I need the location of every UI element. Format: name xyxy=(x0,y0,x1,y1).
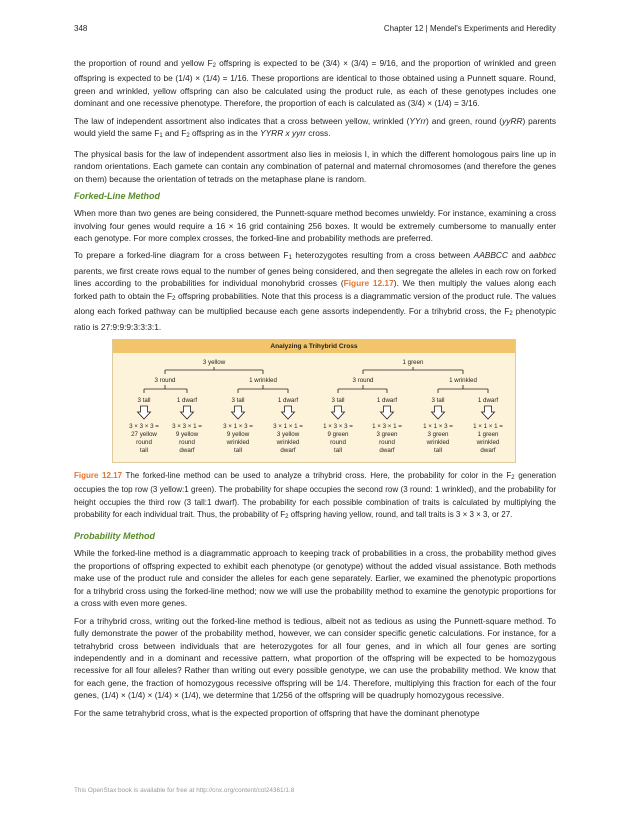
shape-label: 1 wrinkled xyxy=(449,377,477,385)
result-count: 1 green xyxy=(477,431,499,439)
result-height: dwarf xyxy=(480,447,496,455)
result-product: 1 × 1 × 1 = xyxy=(473,423,503,431)
paragraph-forked-diagram: To prepare a forked-line diagram for a cross between F1 heterozygotes resulting from a cross between AABBCC and aabbcc parents, we first create rows equal to the number of genes being considered, and then segregate the alleles in each row on forked lines according to the probabilities for individual monohybrid crosses (Figure 12.17). We then multiply the values along each forked path to obtain the F2 offspring probabilities. Note that this process is a diagrammatic version of the product rule. The values along each forked pathway can be multiplied because each gene assorts independently. For a trihybrid cross, the F2 phenotypic ratio is 27:9:9:9:3:3:3:1. xyxy=(74,250,557,332)
height-label: 3 tall xyxy=(431,397,445,405)
down-arrow-icon xyxy=(282,406,295,419)
paragraph-probability-method: While the forked-line method is a diagrammatic approach to keeping track of probabilities in a cross, the probability method gives the proportions of offspring expected to exhibit each phenotype (or genotype) without the added visual assistance. Both methods make use of the product rule and consider the alleles for each gene separately. Earlier, we examined the phenotypic proportions for a trihybrid cross using the forked-line method; now we will use the probability method to examine the genotypic proportions for a cross with even more genes. xyxy=(74,548,556,609)
result-shape: wrinkled xyxy=(226,439,250,447)
down-arrow-icon xyxy=(432,406,445,419)
figure-title: Analyzing a Trihybrid Cross xyxy=(113,340,515,353)
result-shape: wrinkled xyxy=(426,439,450,447)
color-label: 3 yellow xyxy=(202,359,226,367)
result-shape: wrinkled xyxy=(276,439,300,447)
figure-link[interactable]: Figure 12.17 xyxy=(343,278,394,289)
paragraph-product-rule: the proportion of round and yellow F2 offspring is expected to be (3/4) × (3/4) = 9/16, and the proportion of wrinkled and green offspring is expected to be (1/4) × (1/4) = 1/16. These proportions are identical to those obtained using a Punnett square. Round, green and wrinkled, yellow offspring can also be calculated using the product rule, as each of these genotypes includes one dominant and one recessive phenotype. Therefore, the proportion of each is calculated as (3/4) × (1/4) = 3/16. xyxy=(74,58,556,109)
result-product: 3 × 1 × 3 = xyxy=(223,423,253,431)
height-label: 1 dwarf xyxy=(277,397,299,405)
result-product: 3 × 1 × 1 = xyxy=(273,423,303,431)
page-content xyxy=(74,57,556,724)
result-product: 1 × 1 × 3 = xyxy=(423,423,453,431)
height-label: 3 tall xyxy=(137,397,151,405)
result-count: 3 green xyxy=(427,431,449,439)
result-product: 3 × 3 × 3 = xyxy=(129,423,159,431)
caption-label: Figure 12.17 xyxy=(74,471,123,481)
result-count: 9 yellow xyxy=(175,431,199,439)
result-height: tall xyxy=(140,447,148,455)
chapter-header: Chapter 12 | Mendel's Experiments and Heredity xyxy=(383,24,556,33)
page-number: 348 xyxy=(74,24,88,33)
height-label: 1 dwarf xyxy=(477,397,499,405)
heading-probability: Probability Method xyxy=(74,531,155,542)
result-shape: round xyxy=(136,439,152,447)
down-arrow-icon xyxy=(181,406,194,419)
result-product: 1 × 3 × 3 = xyxy=(323,423,353,431)
result-count: 9 green xyxy=(327,431,349,439)
result-count: 3 yellow xyxy=(276,431,300,439)
heading-forked-line: Forked-Line Method xyxy=(74,191,160,202)
figure-caption: Figure 12.17 The forked-line method can be used to analyze a trihybrid cross. Here, the probability for color in the F2 generation occupies the top row (3 yellow:1 green). The probability for shape occupies the second row (3 round: 1 wrinkled), and the probability for height occupies the third row (3 tall:1 dwarf). The probability for each possible combination of traits is calculated by multiplying the probability for each individual trait. Thus, the probability of F2 offspring having yellow, round, and tall traits is 3 × 3 × 3, or 27. xyxy=(74,471,557,521)
down-arrow-icon xyxy=(232,406,245,419)
result-product: 3 × 3 × 1 = xyxy=(172,423,202,431)
height-label: 1 dwarf xyxy=(376,397,398,405)
result-product: 1 × 3 × 1 = xyxy=(372,423,402,431)
forked-line-diagram xyxy=(113,340,517,464)
paragraph-tetrahybrid: For a trihybrid cross, writing out the forked-line method is tedious, albeit not as tedious as using the Punnett-square method. To fully demonstrate the power of the probability method, however, we can consider specific genetic calculations. For instance, for a tetrahybrid cross between individuals that are heterozygotes for all four genes, and in which all four genes are sorting independently and in a dominant and recessive pattern, what proportion of the offspring will be expected to be homozygous recessive for all four alleles? Rather than writing out every possible genotype, we can use the probability method. We know that for each gene, the fraction of homozygous recessive offspring will be 1/4. Therefore, multiplying this fraction for each of the four genes, (1/4) × (1/4) × (1/4) × (1/4), we determine that 1/256 of the offspring will be quadruply homozygous recessive. xyxy=(74,615,556,701)
result-count: 9 yellow xyxy=(226,431,250,439)
paragraph-meiosis: The physical basis for the law of independent assortment also lies in meiosis I, in which the different homologous pairs line up in random orientations. Each gamete can contain any combination of paternal and maternal chromosomes (and therefore the genes on them) because the orientation of tetrads on the metaphase plane is random. xyxy=(74,148,556,184)
result-height: dwarf xyxy=(280,447,296,455)
result-count: 27 yellow xyxy=(131,431,157,439)
shape-label: 1 wrinkled xyxy=(249,377,277,385)
result-height: tall xyxy=(434,447,442,455)
paragraph-dominant: For the same tetrahybrid cross, what is the expected proportion of offspring that have the dominant phenotype xyxy=(74,707,480,718)
trihybrid-figure xyxy=(112,339,516,463)
result-shape: round xyxy=(179,439,195,447)
result-shape: wrinkled xyxy=(476,439,500,447)
result-shape: round xyxy=(379,439,395,447)
height-label: 3 tall xyxy=(331,397,345,405)
shape-label: 3 round xyxy=(154,377,176,385)
down-arrow-icon xyxy=(482,406,495,419)
result-height: dwarf xyxy=(379,447,395,455)
paragraph-independent-assortment: The law of independent assortment also indicates that a cross between yellow, wrinkled (YYrr) and green, round (yyRR) parents would yield the same F1 and F2 offspring as in the YYRR x yyrr cross. xyxy=(74,115,556,140)
down-arrow-icon xyxy=(332,406,345,419)
footer-note: This OpenStax book is available for free at http://cnx.org/content/col24361/1.8 xyxy=(74,787,295,794)
height-label: 1 dwarf xyxy=(176,397,198,405)
result-shape: round xyxy=(330,439,346,447)
down-arrow-icon xyxy=(381,406,394,419)
result-height: tall xyxy=(234,447,242,455)
shape-label: 3 round xyxy=(352,377,374,385)
result-height: dwarf xyxy=(179,447,195,455)
result-count: 3 green xyxy=(376,431,398,439)
down-arrow-icon xyxy=(138,406,151,419)
paragraph-unwieldy: When more than two genes are being considered, the Punnett-square method becomes unwieldy. For instance, examining a cross involving four genes would require a 16 × 16 grid containing 256 boxes. It would be extremely cumbersome to manually enter each genotype. For more complex crosses, the forked-line and probability methods are preferred. xyxy=(74,208,556,243)
height-label: 3 tall xyxy=(231,397,245,405)
result-height: tall xyxy=(334,447,342,455)
color-label: 1 green xyxy=(402,359,424,367)
